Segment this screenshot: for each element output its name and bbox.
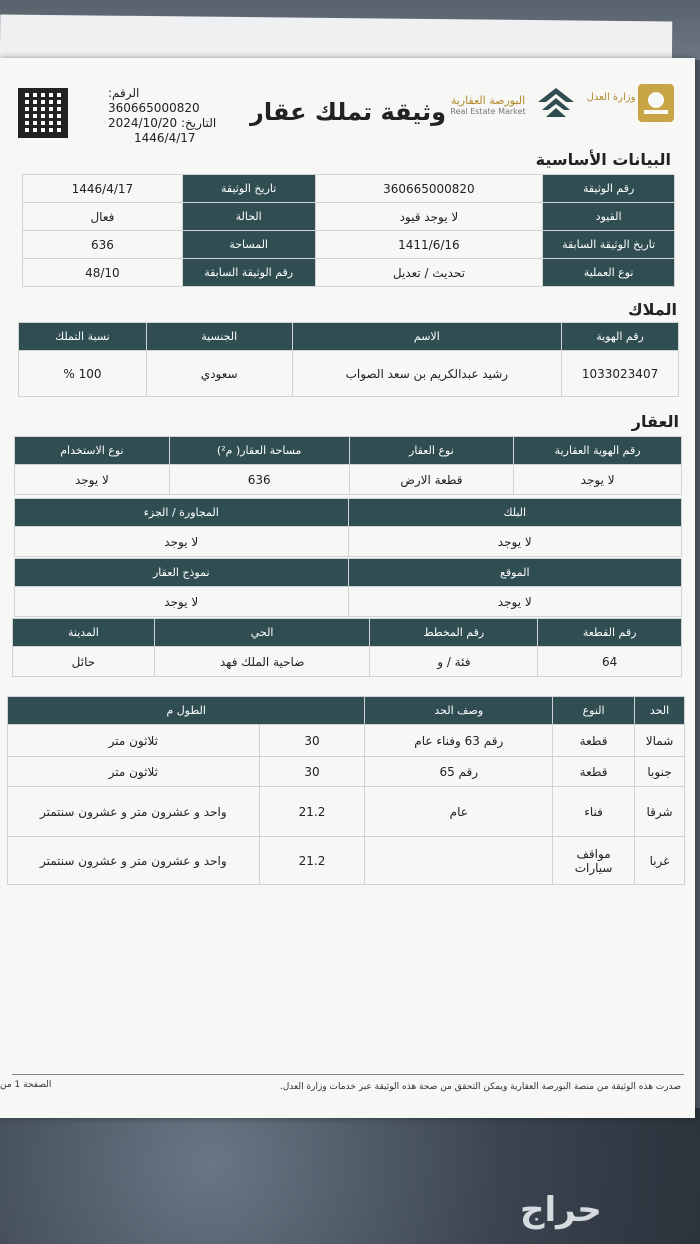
property-header: مساحة العقار( م²) (169, 437, 349, 465)
property-value: لا يوجد (348, 527, 681, 557)
property-header: البلك (348, 499, 681, 527)
bounds-header: الطول م (8, 697, 365, 725)
table-row (13, 619, 682, 647)
basic-value: فعال (23, 203, 183, 231)
table-row (15, 465, 682, 495)
table-row (13, 647, 682, 677)
district: ضاحية الملك فهد (154, 647, 370, 677)
property-header: الموقع (348, 559, 682, 587)
date-label: التاريخ: (181, 116, 217, 130)
owner-share: 100 % (19, 351, 147, 397)
owners-header: الاسم (292, 323, 562, 351)
property-value: لا يوجد (348, 587, 682, 617)
property-value: 636 (169, 465, 349, 495)
basic-label: الحالة (182, 203, 315, 231)
number-value: 360665000820 (108, 101, 200, 115)
bound-direction: شرقا (635, 787, 685, 837)
table-row (19, 351, 679, 397)
owner-id: 1033023407 (562, 351, 679, 397)
date-hijri: 1446/4/17 (134, 131, 196, 145)
page-number: الصفحة 1 من (0, 1080, 52, 1090)
bound-length: 21.2 (259, 787, 365, 837)
footer-note: صدرت هذه الوثيقة من منصة البورصة العقارية ويمكن التحقق من صحة هذه الوثيقة عبر خدمات وزارة العدل. (279, 1082, 681, 1092)
table-row (15, 499, 682, 527)
date-gregorian: 2024/10/20 (108, 116, 178, 130)
exchange-emblem-icon (536, 84, 576, 118)
qr-code-icon (18, 88, 68, 138)
table-row (8, 725, 685, 757)
city: حائل (13, 647, 155, 677)
haraj-watermark: حراج (520, 1190, 602, 1230)
table-row (8, 757, 685, 787)
bounds-header: وصف الحد (365, 697, 553, 725)
basic-value: تحديث / تعديل (315, 259, 543, 287)
ministry-logo-text: وزارة العدل (586, 92, 636, 103)
basic-label: تاريخ الوثيقة السابقة (543, 231, 675, 259)
bound-length-text: واحد و عشرون متر و عشرون سنتمتر (8, 837, 260, 885)
logo-exchange-en: Real Estate Market (450, 107, 526, 116)
owners-section-title: الملاك (627, 300, 677, 319)
bounds-header: الحد (635, 697, 685, 725)
table-row (8, 697, 685, 725)
bounds-table (7, 696, 685, 885)
property-value: قطعة الارض (349, 465, 514, 495)
bound-direction: غربا (635, 837, 685, 885)
property-header: رقم الهوية العقارية (514, 437, 682, 465)
document-page (0, 58, 695, 1118)
table-row (8, 837, 685, 885)
table-row (8, 787, 685, 837)
table-row (23, 175, 675, 203)
property-value: لا يوجد (15, 465, 170, 495)
real-estate-market-logo (448, 94, 528, 116)
bound-length: 21.2 (259, 837, 365, 885)
owners-header: الجنسية (146, 323, 292, 351)
bound-description: عام (365, 787, 553, 837)
bound-type: مواقف سيارات (553, 837, 635, 885)
bound-direction: جنوبا (635, 757, 685, 787)
property-header: نوع العقار (349, 437, 514, 465)
bound-length: 30 (259, 757, 365, 787)
property-header: نموذج العقار (15, 559, 349, 587)
basic-section-title: البيانات الأساسية (535, 150, 671, 169)
bound-description: رقم 63 وفناء عام (365, 725, 553, 757)
number-label: الرقم: (108, 86, 140, 100)
table-row (23, 259, 675, 287)
bound-length: 30 (259, 725, 365, 757)
bound-direction: شمالا (635, 725, 685, 757)
basic-value: 48/10 (23, 259, 183, 287)
property-header: رقم القطعة (538, 619, 682, 647)
basic-table (22, 174, 675, 287)
basic-label: المساحة (182, 231, 315, 259)
property-value: لا يوجد (514, 465, 682, 495)
basic-label: رقم الوثيقة السابقة (182, 259, 315, 287)
property-table-4 (12, 618, 682, 677)
table-row (23, 203, 675, 231)
table-row (15, 587, 682, 617)
plot-number: 64 (538, 647, 682, 677)
document-title: وثيقة تملك عقار (250, 98, 447, 126)
basic-value: 1411/6/16 (315, 231, 543, 259)
property-value: لا يوجد (15, 527, 349, 557)
property-header: نوع الاستخدام (15, 437, 170, 465)
property-table-1 (14, 436, 682, 495)
property-table-3 (14, 558, 682, 617)
basic-value: 636 (23, 231, 183, 259)
bound-length-text: ثلاثون متر (8, 725, 260, 757)
table-row (23, 231, 675, 259)
basic-label: نوع العملية (543, 259, 675, 287)
owners-table (18, 322, 679, 397)
table-row (19, 323, 679, 351)
bound-description (365, 837, 553, 885)
owner-name: رشيد عبدالكريم بن سعد الصواب (292, 351, 562, 397)
basic-value: 360665000820 (315, 175, 543, 203)
table-row (15, 437, 682, 465)
basic-value: 1446/4/17 (23, 175, 183, 203)
property-value: لا يوجد (15, 587, 349, 617)
logo-exchange-ar: البورصة العقارية (450, 94, 526, 107)
bounds-header: النوع (553, 697, 635, 725)
owner-nationality: سعودي (146, 351, 292, 397)
property-table-2 (14, 498, 682, 557)
footer-divider (12, 1074, 684, 1075)
owners-header: رقم الهوية (562, 323, 679, 351)
property-section-title: العقار (631, 412, 679, 431)
property-header: المجاورة / الجزء (15, 499, 349, 527)
bound-length-text: واحد و عشرون متر و عشرون سنتمتر (8, 787, 260, 837)
basic-label: رقم الوثيقة (543, 175, 675, 203)
plan-number: فئة / و (370, 647, 538, 677)
property-header: رقم المخطط (370, 619, 538, 647)
basic-value: لا يوجد قيود (315, 203, 543, 231)
table-row (15, 527, 682, 557)
owners-header: نسبة التملك (19, 323, 147, 351)
basic-label: تاريخ الوثيقة (182, 175, 315, 203)
bound-description: رقم 65 (365, 757, 553, 787)
bound-type: قطعة (553, 757, 635, 787)
bound-length-text: ثلاثون متر (8, 757, 260, 787)
ministry-emblem-icon (638, 84, 674, 122)
bound-type: قطعة (553, 725, 635, 757)
property-header: المدينة (13, 619, 155, 647)
document-meta (108, 86, 228, 146)
bound-type: فناء (553, 787, 635, 837)
basic-label: القيود (543, 203, 675, 231)
table-row (15, 559, 682, 587)
property-header: الحي (154, 619, 370, 647)
